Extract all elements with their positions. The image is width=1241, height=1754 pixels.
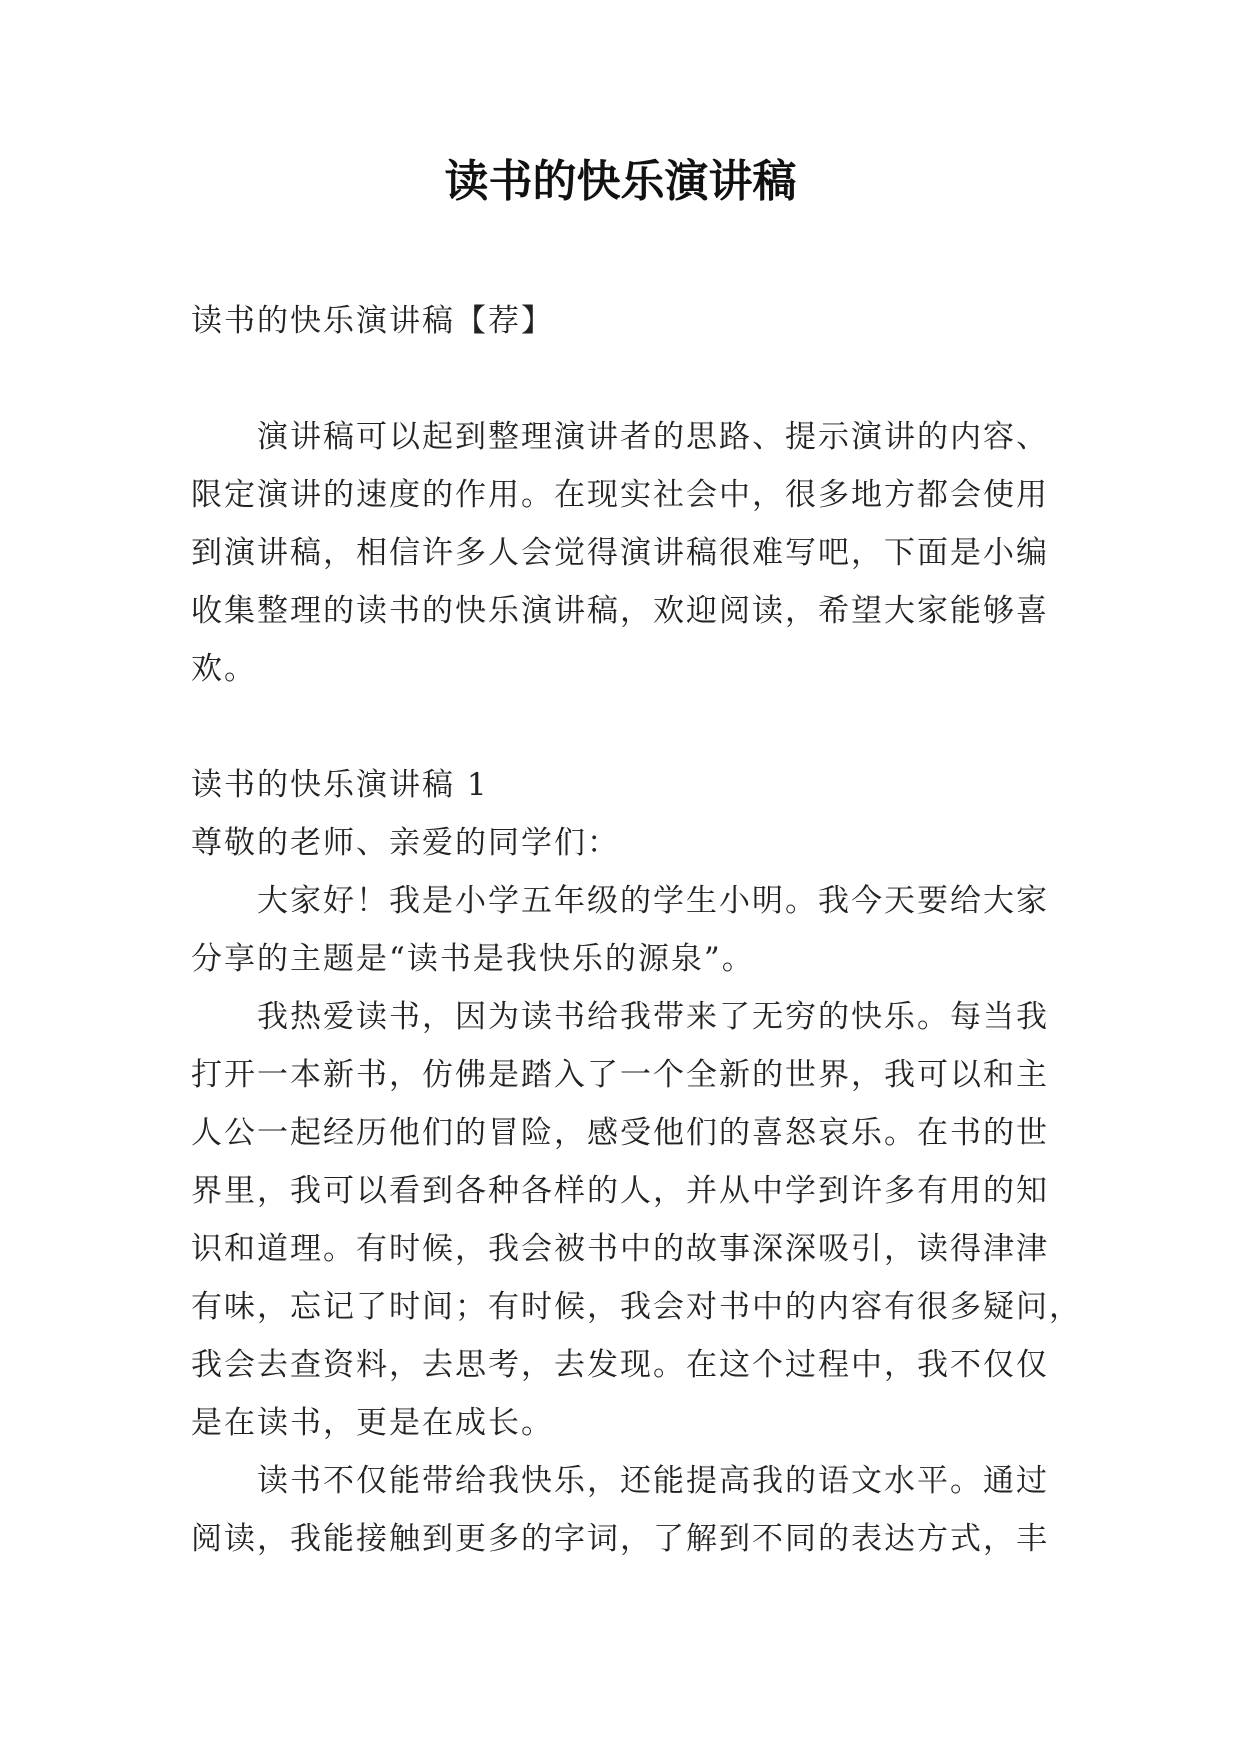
paragraph-line: 分享的主题是“读书是我快乐的源泉”。 (191, 941, 755, 977)
document-title: 读书的快乐演讲稿 (444, 156, 797, 207)
salutation: 尊敬的老师、亲爱的同学们： (191, 825, 620, 861)
document-subtitle: 读书的快乐演讲稿【荐】 (191, 303, 554, 339)
paragraph-2 (191, 988, 1082, 1452)
paragraph-line: 是在读书，更是在成长。 (191, 1405, 554, 1441)
intro-line: 欢。 (191, 651, 257, 687)
intro-line: 限定演讲的速度的作用。在现实社会中，很多地方都会使用 (191, 477, 1049, 513)
paragraph-line: 读书不仅能带给我快乐，还能提高我的语文水平。通过 (191, 1463, 1049, 1499)
paragraph-line: 人公一起经历他们的冒险，感受他们的喜怒哀乐。在书的世 (191, 1115, 1049, 1151)
paragraph-1 (191, 872, 1061, 988)
blank-line (191, 350, 1061, 408)
section-heading: 读书的快乐演讲稿 1 (191, 767, 489, 803)
paragraph-line: 有味，忘记了时间；有时候，我会对书中的内容有很多疑问， (191, 1289, 1082, 1325)
intro-line: 到演讲稿，相信许多人会觉得演讲稿很难写吧，下面是小编 (191, 535, 1049, 571)
paragraph-line: 界里，我可以看到各种各样的人，并从中学到许多有用的知 (191, 1173, 1049, 1209)
paragraph-line: 我会去查资料，去思考，去发现。在这个过程中，我不仅仅 (191, 1347, 1049, 1383)
blank-line (191, 698, 1061, 756)
paragraph-line: 我热爱读书，因为读书给我带来了无穷的快乐。每当我 (191, 999, 1049, 1035)
paragraph-line: 打开一本新书，仿佛是踏入了一个全新的世界，我可以和主 (191, 1057, 1049, 1093)
paragraph-line: 大家好！我是小学五年级的学生小明。我今天要给大家 (191, 883, 1049, 919)
paragraph-line: 阅读，我能接触到更多的字词，了解到不同的表达方式，丰 (191, 1521, 1049, 1557)
intro-line: 收集整理的读书的快乐演讲稿，欢迎阅读，希望大家能够喜 (191, 593, 1049, 629)
document-body (191, 292, 1082, 1568)
intro-line: 演讲稿可以起到整理演讲者的思路、提示演讲的内容、 (191, 419, 1049, 455)
paragraph-line: 识和道理。有时候，我会被书中的故事深深吸引，读得津津 (191, 1231, 1049, 1267)
intro-paragraph (191, 408, 1061, 698)
paragraph-3 (191, 1452, 1061, 1568)
